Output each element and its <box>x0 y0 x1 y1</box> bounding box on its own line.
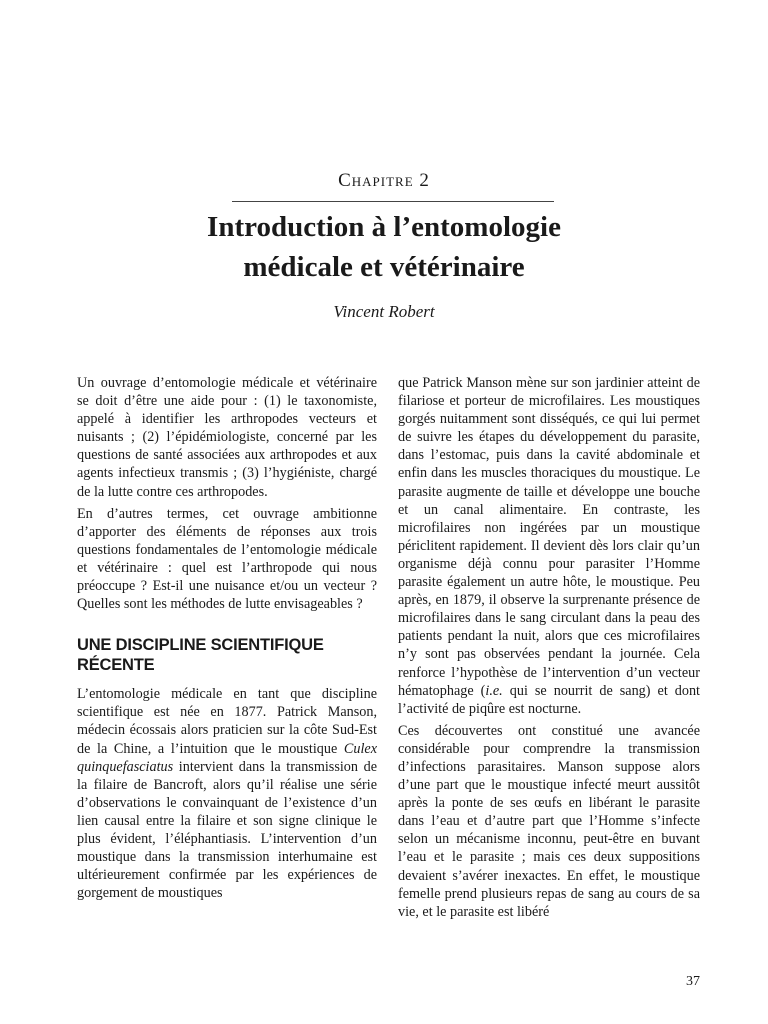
species-name: Culex quinquefasciatus <box>77 740 377 775</box>
right-column <box>398 374 700 925</box>
history-paragraph-2 <box>398 374 700 718</box>
section-heading-line-2: RÉCENTE <box>77 656 155 675</box>
history-text-part-1: L’entomologie médicale en tant que discipline scientifique est née en 1877. Patrick Manson, médecin écossais alors praticien sur la côte Sud-Est de la Chine, a l’intuition que le moustique <box>77 686 377 757</box>
history-paragraph-1 <box>77 685 377 902</box>
chapter-title-line-2: médicale et vétérinaire <box>243 251 525 283</box>
section-heading-line-1: UNE DISCIPLINE SCIENTIFIQUE <box>77 636 324 655</box>
left-column <box>77 374 377 906</box>
chapter-title-line-1: Introduction à l’entomologie <box>207 211 561 243</box>
section-heading <box>77 635 377 675</box>
chapter-title <box>0 207 768 287</box>
intro-paragraph-2: En d’autres termes, cet ouvrage ambitionne d’apporter des éléments de réponses aux trois questions fondamentales de l’entomologie médicale et vétérinaire : quel est l’arthropode qui nous préoccupe ? Est-il une nuisance et/ou un vecteur ? Quelles sont les méthodes de lutte envisageables ? <box>77 505 377 613</box>
manson-text-part-1: que Patrick Manson mène sur son jardinier atteint de filariose et porteur de microfilaires. Les moustiques gorgés nuitamment sont disséqués, ce qui lui permet de suivre les étapes du développement du parasite, dans l’estomac, puis dans la cavité abdominale et enfin dans les muscles thoraciques du moustique. Le parasite augmente de taille et développe une bouche et un canal alimentaire. En contraste, les microfilaires non ingérées par un moustique périclitent rapidement. Il devient dès lors clair qu’un organisme déjà connu pour parasiter l’Homme parasite également un autre hôte, le moustique. Peu après, en 1879, il observe la surprenante présence de microfilaires dans le sang circulant dans la peau des patients pendant la nuit, alors que ces microfilaires n’y sont pas observées pendant la journée. Cela renforce l’hypothèse de l’intervention d’un vecteur hématophage ( <box>398 375 700 699</box>
manson-text-part-2: qui se nourrit de sang) et dont l’activité de piqûre est nocturne. <box>398 682 701 717</box>
chapter-label: Chapitre 2 <box>338 170 430 191</box>
author-name: Vincent Robert <box>333 302 435 321</box>
title-divider <box>232 201 554 202</box>
page-number: 37 <box>686 974 700 989</box>
history-paragraph-3: Ces découvertes ont constitué une avancée considérable pour comprendre la transmission d’infections parasitaires. Manson suppose alors d’une part que le moustique infecté meurt aussitôt après la ponte de ses œufs en libérant le parasite dans l’eau et d’autre part que l’Homme s’infecte selon un mécanisme inconnu, peut-être en buvant l’eau et le parasite ; mais ces deux suppositions devaient s’avérer inexactes. En effet, le moustique femelle prend plusieurs repas de sang au cours de sa vie, et le parasite est libéré <box>398 722 700 920</box>
intro-paragraph-1: Un ouvrage d’entomologie médicale et vétérinaire se doit d’être une aide pour : (1) le taxonomiste, appelé à identifier les arthropodes vecteurs et nuisants ; (2) l’épidémiologiste, concerné par les questions de santé associées aux arthropodes et aux agents infectieux transmis ; (3) l’hygiéniste, chargé de la lutte contre ces arthropodes. <box>77 375 377 500</box>
ie-abbreviation: i.e. <box>485 682 503 699</box>
history-text-part-2: intervient dans la transmission de la filaire de Bancroft, alors qu’il réalise une série d’observations le convainquant de l’existence d’un lien causal entre la filaire et son signe clinique le plus évident, l’éléphantiasis. L’intervention d’un moustique dans la transmission interhumaine est ultérieurement confirmée par les expériences de gorgement de moustiques <box>77 758 377 902</box>
